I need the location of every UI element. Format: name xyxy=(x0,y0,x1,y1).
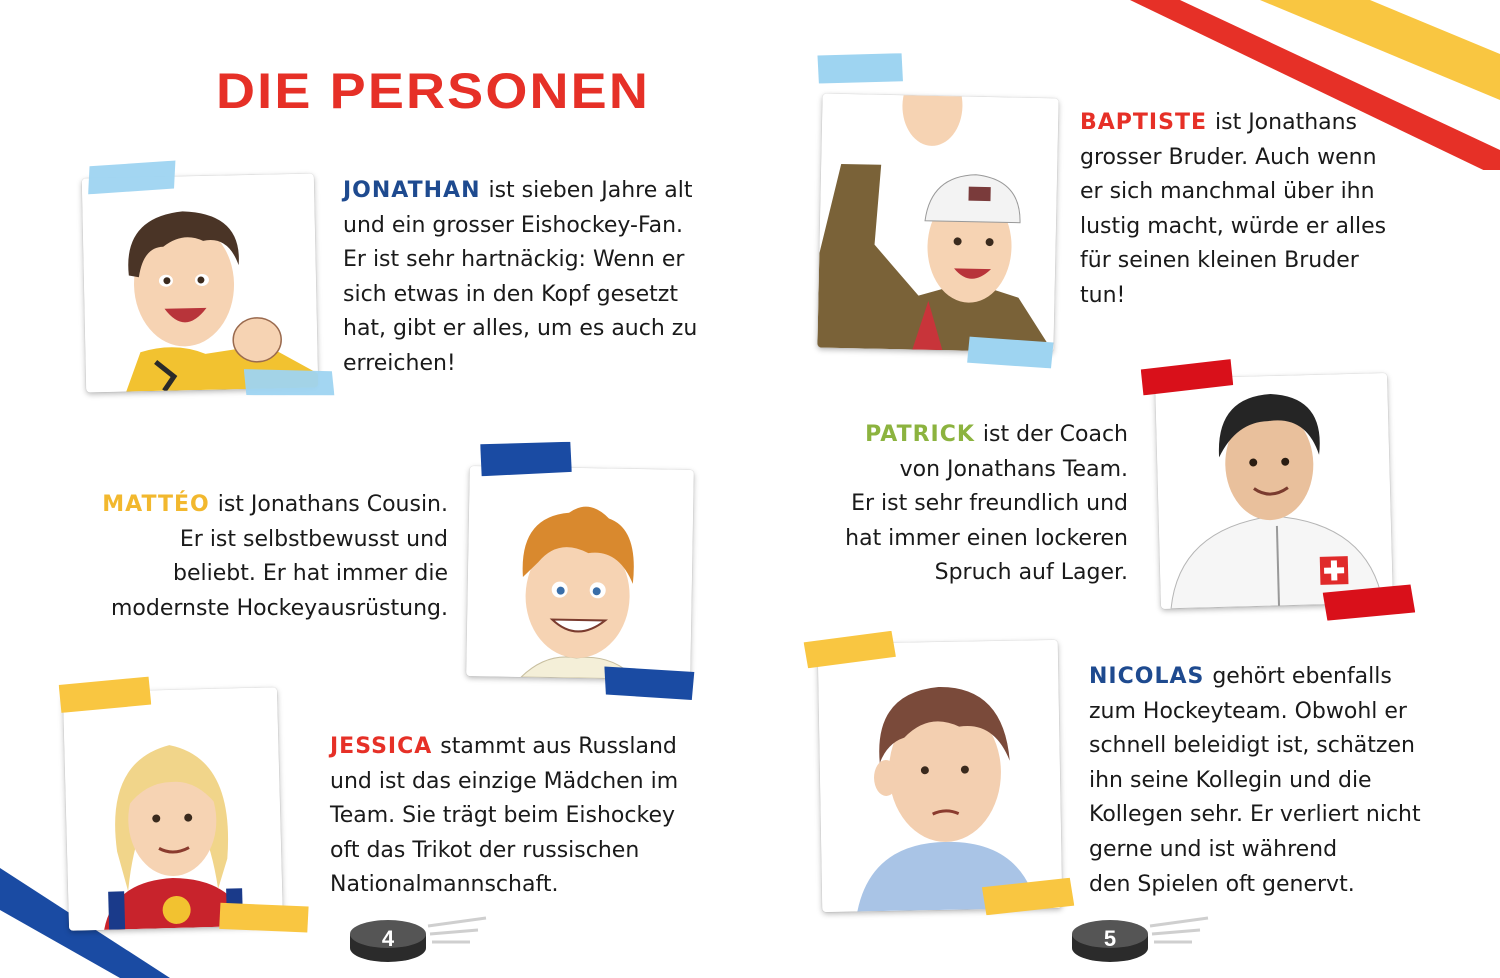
hockey-puck-icon xyxy=(348,908,488,968)
matteo-portrait-card xyxy=(466,466,694,680)
dark-blue-tape-bottom xyxy=(604,664,697,702)
yellow-tape-top xyxy=(803,631,896,669)
baptiste-portrait-card xyxy=(817,94,1058,353)
page-number-left: 4 xyxy=(381,926,395,951)
boy-fist-portrait xyxy=(82,174,318,393)
nicolas-description: NICOLAS gehört ebenfalls zum Hockeyteam. Obwohl er schnell beleidigt ist, schätzen ihn seine Kollegin und die Kollegen sehr. Er verliert nicht gerne und ist während den Spielen oft genervt. xyxy=(1089,664,1421,897)
jessica-portrait-card xyxy=(63,687,283,931)
matteo-description: MATTÉO ist Jonathans Cousin. Er ist selbstbewusst und beliebt. Er hat immer die modernste Hockeyausrüstung. xyxy=(102,492,448,621)
dark-blue-tape-top xyxy=(480,440,573,478)
jonathan-name: JONATHAN xyxy=(343,178,481,203)
jessica-description: JESSICA stammt aus Russland und ist das einzige Mädchen im Team. Sie trägt beim Eishockey oft das Trikot der russischen Nationalmannschaft. xyxy=(330,734,679,898)
grumpy-boy-portrait xyxy=(818,640,1063,912)
girl-russian-jersey-portrait xyxy=(63,687,283,931)
yellow-tape-top xyxy=(59,677,152,713)
patrick-portrait-card xyxy=(1155,373,1393,609)
page-title: DIE PERSONEN xyxy=(216,63,651,119)
nicolas-name: NICOLAS xyxy=(1089,664,1205,689)
jessica-name: JESSICA xyxy=(330,734,433,759)
jonathan-portrait-card xyxy=(82,174,318,393)
light-blue-tape-bottom xyxy=(244,365,335,399)
nicolas-portrait-card xyxy=(818,640,1063,912)
baptiste-description: BAPTISTE ist Jonathans grosser Bruder. Auch wenn er sich manchmal über ihn lustig macht, würde er alles für seinen kleinen Bruder tun! xyxy=(1080,110,1387,308)
matteo-name: MATTÉO xyxy=(102,492,210,517)
red-tape-top xyxy=(1141,359,1234,395)
light-blue-tape-top xyxy=(817,51,904,85)
yellow-tape-bottom xyxy=(982,878,1075,916)
hockey-puck-icon xyxy=(1070,908,1210,968)
red-tape-bottom xyxy=(1323,584,1416,620)
waving-teen-cap-portrait xyxy=(817,94,1058,353)
smiling-blond-boy-portrait xyxy=(466,466,694,680)
page-number-right: 5 xyxy=(1103,926,1117,951)
light-blue-tape-bottom xyxy=(967,335,1054,369)
jonathan-description: JONATHAN ist sieben Jahre alt und ein grosser Eishockey-Fan. Er ist sehr hartnäckig: Wenn er sich etwas in den Kopf gesetzt hat, gibt er alles, um es auch zu erreichen! xyxy=(343,178,698,376)
yellow-tape-bottom xyxy=(218,898,311,934)
light-blue-tape-top xyxy=(87,160,178,194)
patrick-name: PATRICK xyxy=(865,422,975,447)
coach-swiss-shirt-portrait xyxy=(1155,373,1393,609)
baptiste-name: BAPTISTE xyxy=(1080,110,1207,135)
patrick-description: PATRICK ist der Coach von Jonathans Team. Er ist sehr freundlich und hat immer einen lockeren Spruch auf Lager. xyxy=(845,422,1128,586)
